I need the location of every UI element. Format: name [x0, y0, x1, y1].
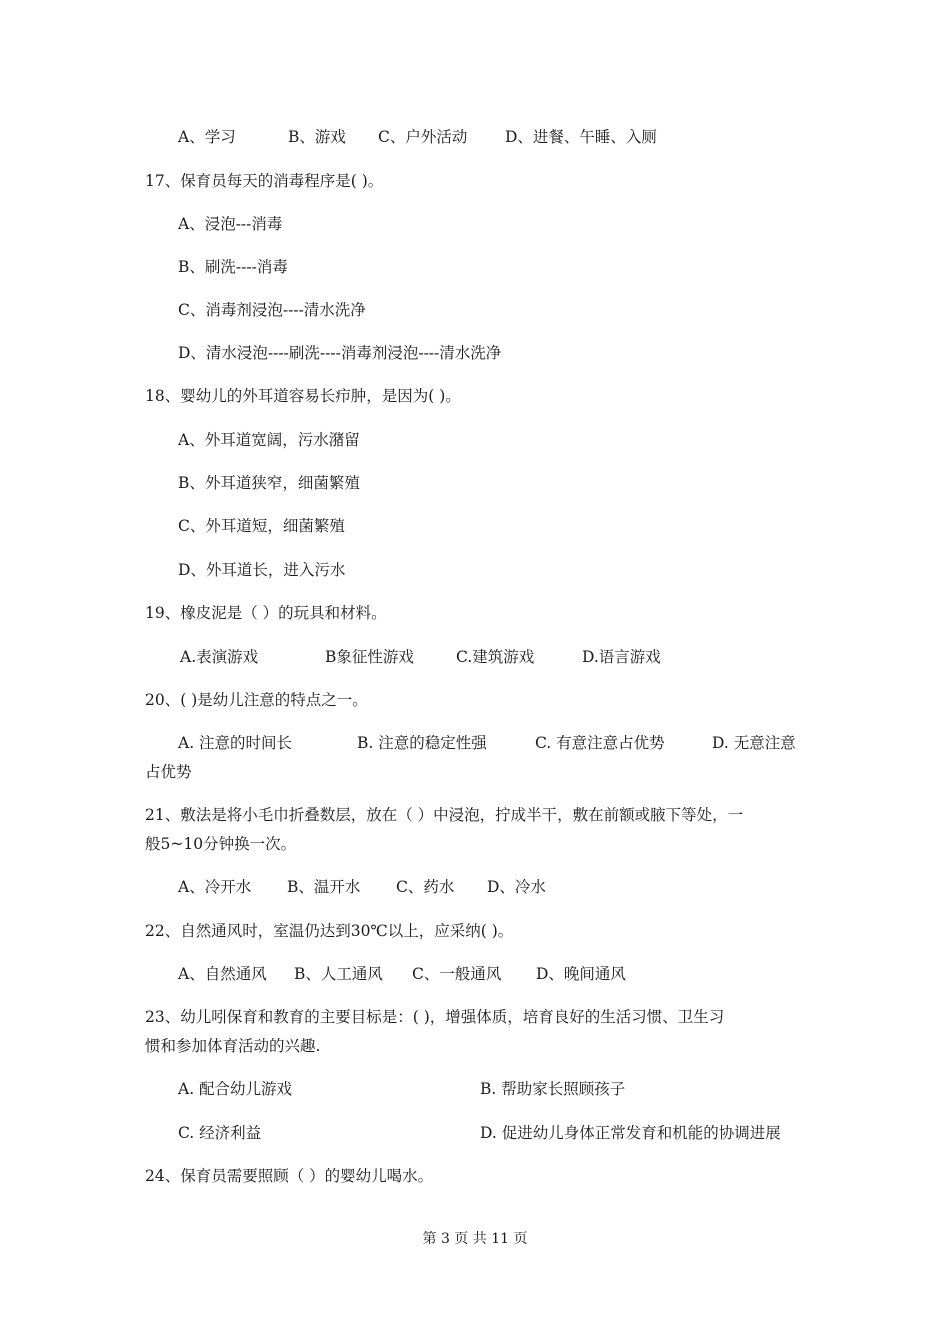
option-b: B. 注意的稳定性强: [357, 734, 487, 752]
option-d: D. 促进幼儿身体正常发育和机能的协调进展: [480, 1124, 781, 1142]
question-stem-line-1: 23、幼儿吲保育和教育的主要目标是：( )，增强体质，培育良好的生活习惯、卫生习: [145, 1008, 725, 1026]
option-a: A、学习: [178, 128, 236, 146]
option-c: C、药水: [396, 878, 455, 896]
option-a: A. 注意的时间长: [178, 734, 293, 752]
option-b: B、游戏: [288, 128, 346, 146]
question-stem-line-2: 惯和参加体育活动的兴趣.: [145, 1037, 321, 1055]
option-c: C、外耳道短，细菌繁殖: [178, 517, 345, 535]
option-d: D、进餐、午睡、入厕: [505, 128, 657, 146]
option-c: C、一般通风: [412, 965, 502, 983]
option-c: C、消毒剂浸泡----清水洗净: [178, 301, 366, 319]
option-b: B、刷洗----消毒: [178, 258, 288, 276]
option-c: C、户外活动: [378, 128, 468, 146]
question-stem: 19、橡皮泥是（ ）的玩具和材料。: [145, 604, 387, 622]
option-d: D、清水浸泡----刷洗----消毒剂浸泡----清水洗净: [178, 344, 502, 362]
option-d: D.语言游戏: [582, 648, 661, 666]
option-a: A.表演游戏: [180, 648, 259, 666]
question-stem-line-1: 21、敷法是将小毛巾折叠数层，放在（ ）中浸泡，拧成半干，敷在前额或腋下等处，一: [145, 806, 744, 824]
option-a: A、自然通风: [178, 965, 267, 983]
question-stem: 18、婴幼儿的外耳道容易长疖肿，是因为( )。: [145, 387, 461, 405]
option-b: B. 帮助家长照顾孩子: [480, 1080, 626, 1098]
option-b: B、外耳道狭窄，细菌繁殖: [178, 474, 360, 492]
option-a: A、冷开水: [178, 878, 252, 896]
question-stem: 17、保育员每天的消毒程序是( )。: [145, 172, 384, 190]
option-c: C.建筑游戏: [456, 648, 535, 666]
question-stem: 22、自然通风时，室温仍达到30℃以上，应采纳( )。: [145, 922, 514, 940]
option-d: D、晚间通风: [536, 965, 626, 983]
option-a: A、浸泡---消毒: [178, 215, 283, 233]
option-c: C. 有意注意占优势: [535, 734, 665, 752]
option-b: B、人工通风: [294, 965, 383, 983]
question-stem-line-2: 般5~10分钟换一次。: [145, 835, 297, 853]
option-d: D、外耳道长，进入污水: [178, 561, 346, 579]
option-d-continuation: 占优势: [145, 763, 192, 781]
option-a: A、外耳道宽阔，污水潴留: [178, 431, 360, 449]
option-b: B象征性游戏: [325, 648, 414, 666]
question-stem: 24、保育员需要照顾（ ）的婴幼儿喝水。: [145, 1167, 434, 1185]
option-b: B、温开水: [287, 878, 361, 896]
option-d: D. 无意注意: [712, 734, 796, 752]
option-a: A. 配合幼儿游戏: [178, 1080, 293, 1098]
option-d: D、冷水: [487, 878, 546, 896]
question-stem: 20、( )是幼儿注意的特点之一。: [145, 691, 368, 709]
option-c: C. 经济利益: [178, 1124, 262, 1142]
page-number: 第 3 页 共 11 页: [422, 1231, 528, 1247]
